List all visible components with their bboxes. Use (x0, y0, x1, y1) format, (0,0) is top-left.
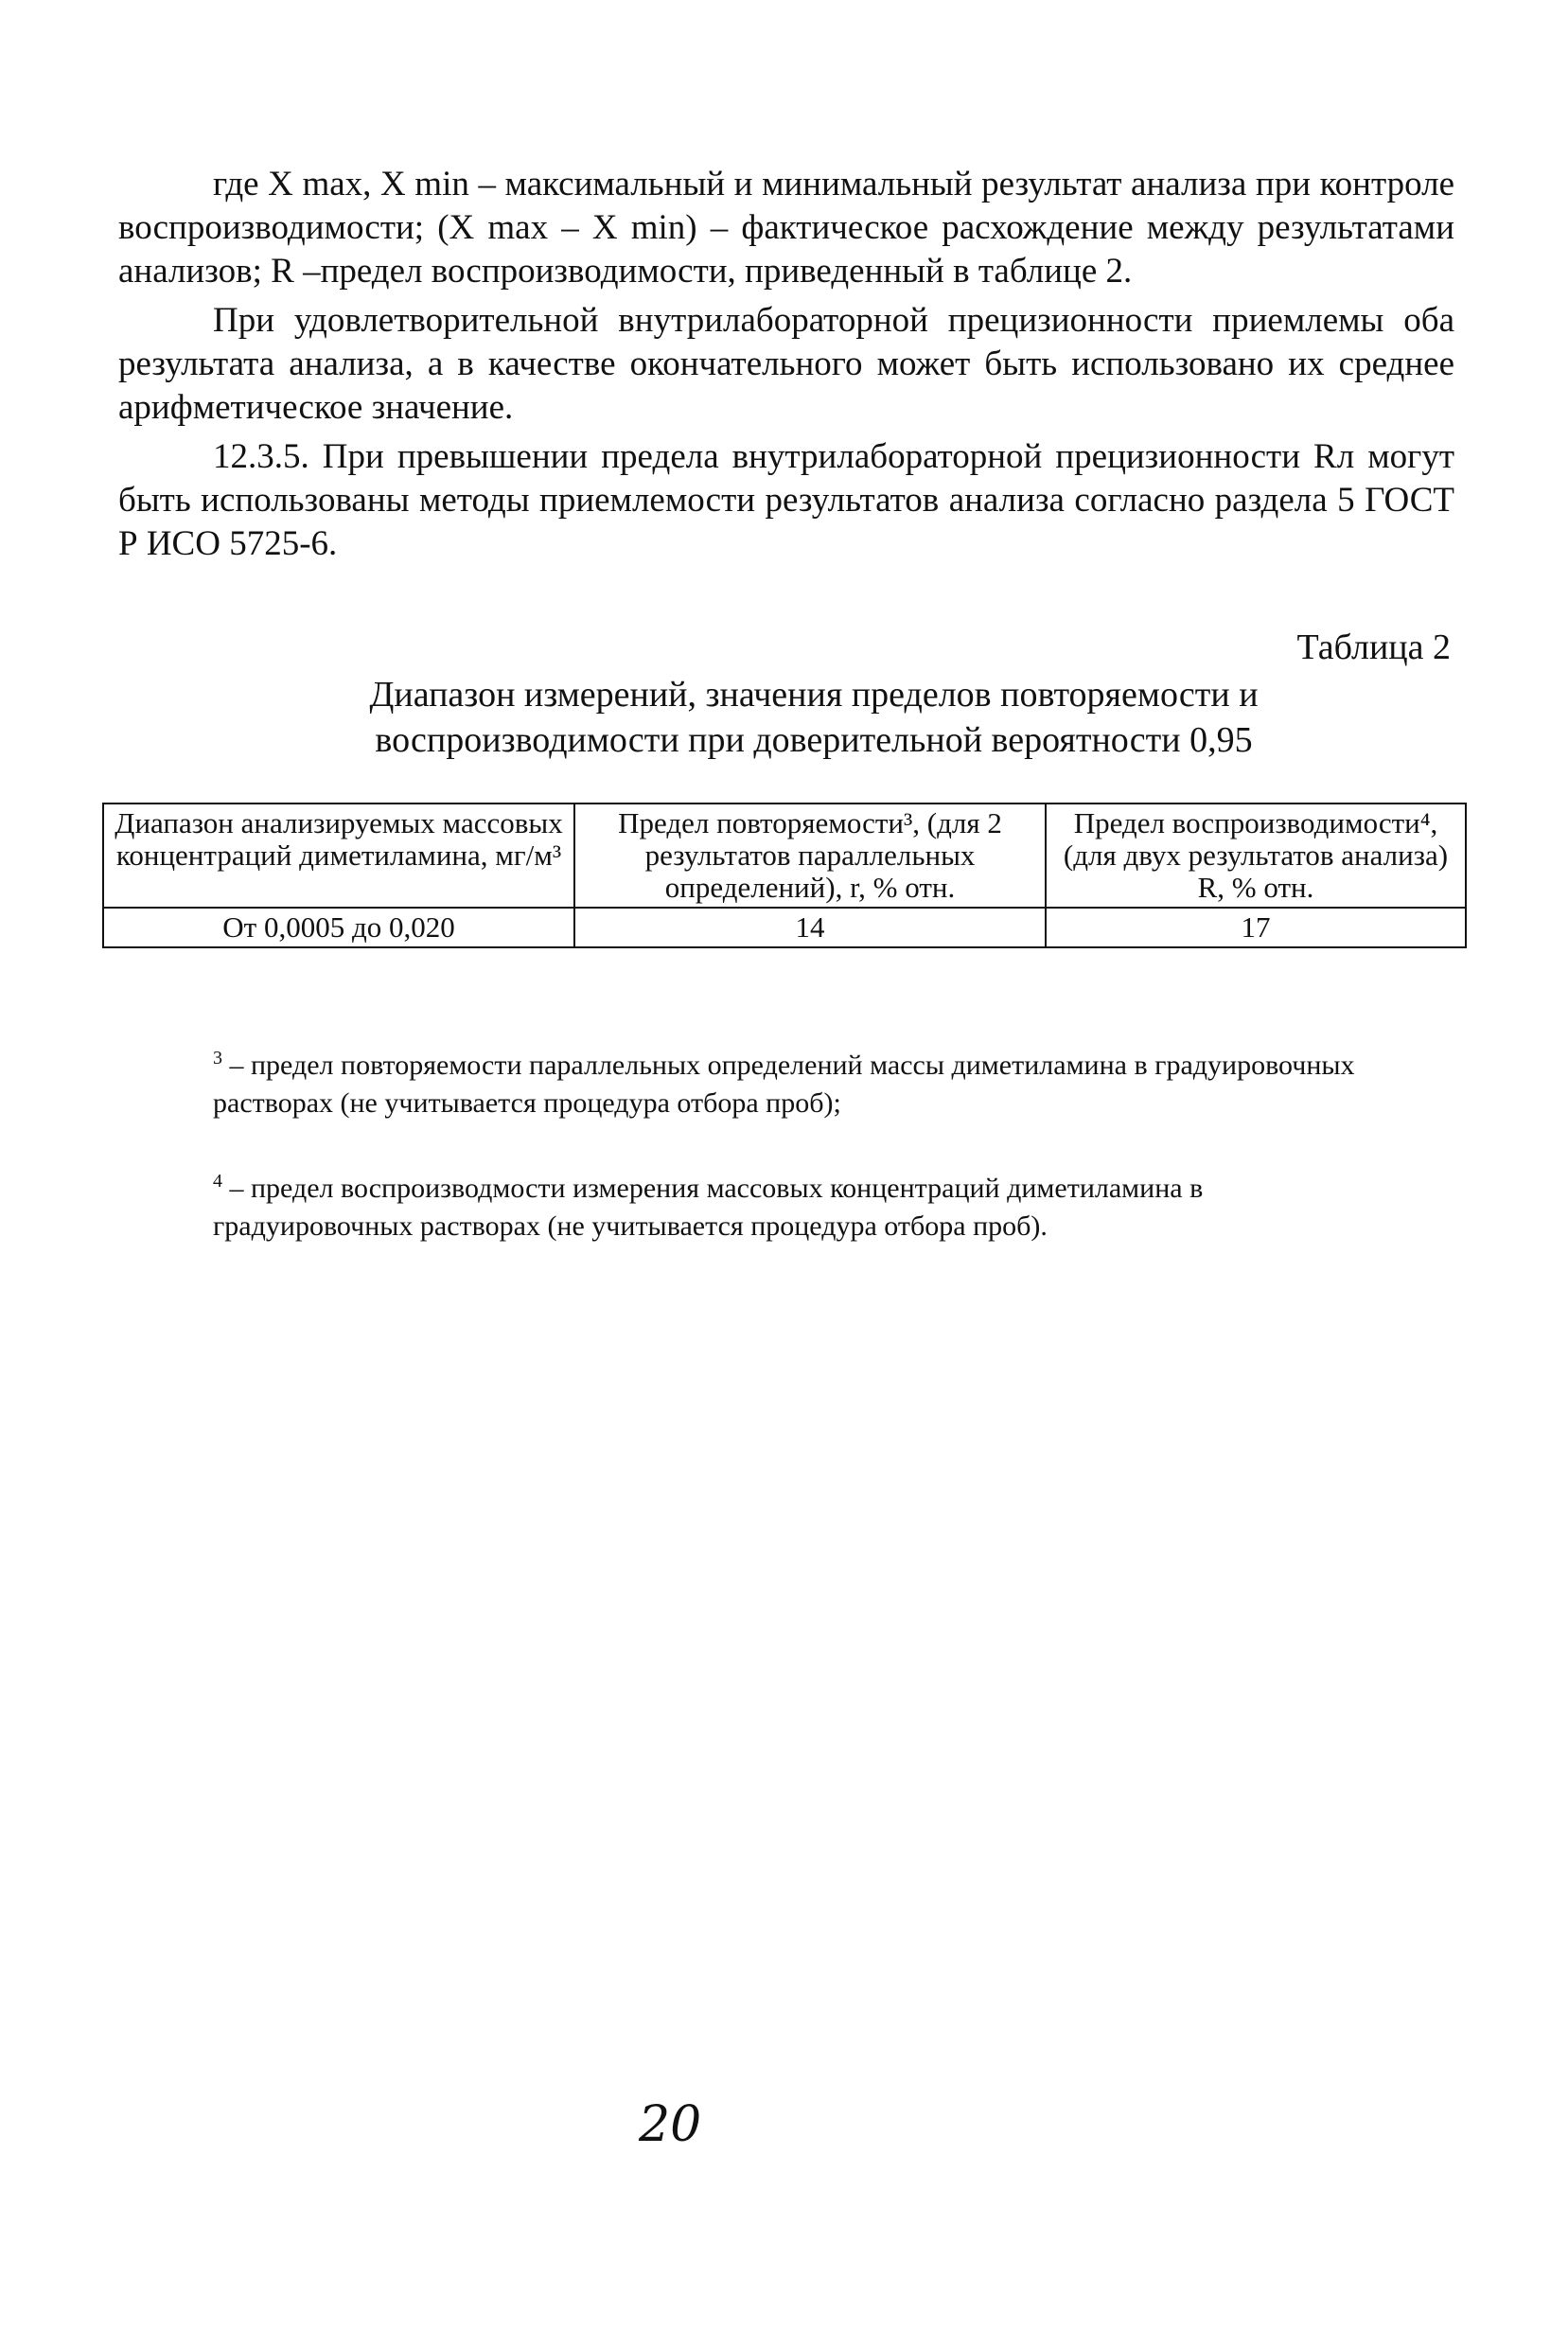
precision-table (102, 803, 1467, 948)
footnote-mark: 4 (213, 1171, 222, 1192)
table-header-row (103, 804, 1466, 908)
footnote-text: – предел воспроизводмости измерения массовых концентраций диметиламина в градуировочных растворах (не учитывается процедура отбора проб). (213, 1173, 1204, 1242)
header-reproducibility: Предел воспроизводимости⁴, (для двух результатов анализа) R, % отн. (1046, 804, 1466, 908)
footnote-3 (213, 1039, 1396, 1122)
footnote-mark: 3 (213, 1048, 222, 1069)
body-text (118, 163, 1454, 566)
cell-range: От 0,0005 до 0,020 (103, 908, 574, 947)
footnote-text: – предел повторяемости параллельных определений массы диметиламина в градуировочных растворах (не учитывается процедура отбора проб); (213, 1050, 1355, 1119)
paragraph-precision: При удовлетворительной внутрилабораторной прецизионности приемлемы оба результата анализа, а в качестве окончательного может быть использовано их среднее арифметическое значение. (118, 301, 1454, 427)
table-title: Диапазон измерений, значения пределов повторяемости и воспроизводимости при доверительной вероятности 0,95 (369, 675, 1259, 760)
cell-reproducibility: 17 (1046, 908, 1466, 947)
page-number: 20 (639, 2096, 702, 2153)
paragraph-12-3-5: 12.3.5. При превышении предела внутрилабораторной прецизионности Rл могут быть использованы методы приемлемости результатов анализа согласно раздела 5 ГОСТ Р ИСО 5725-6. (118, 437, 1454, 563)
cell-repeatability: 14 (574, 908, 1046, 947)
table-row (103, 908, 1466, 947)
header-range: Диапазон анализируемых массовых концентраций диметиламина, мг/м³ (103, 804, 574, 908)
footnote-4 (213, 1162, 1396, 1245)
table-label: Таблица 2 (1296, 627, 1451, 667)
paragraph-definitions: где X max, X min – максимальный и минимальный результат анализа при контроле воспроизводимости; (X max – X min) – фактическое расхождение между результатами анализов; R –предел воспроизводимости, приведенный в таблице 2. (118, 165, 1454, 291)
header-repeatability: Предел повторяемости³, (для 2 результатов параллельных определений), r, % отн. (574, 804, 1046, 908)
